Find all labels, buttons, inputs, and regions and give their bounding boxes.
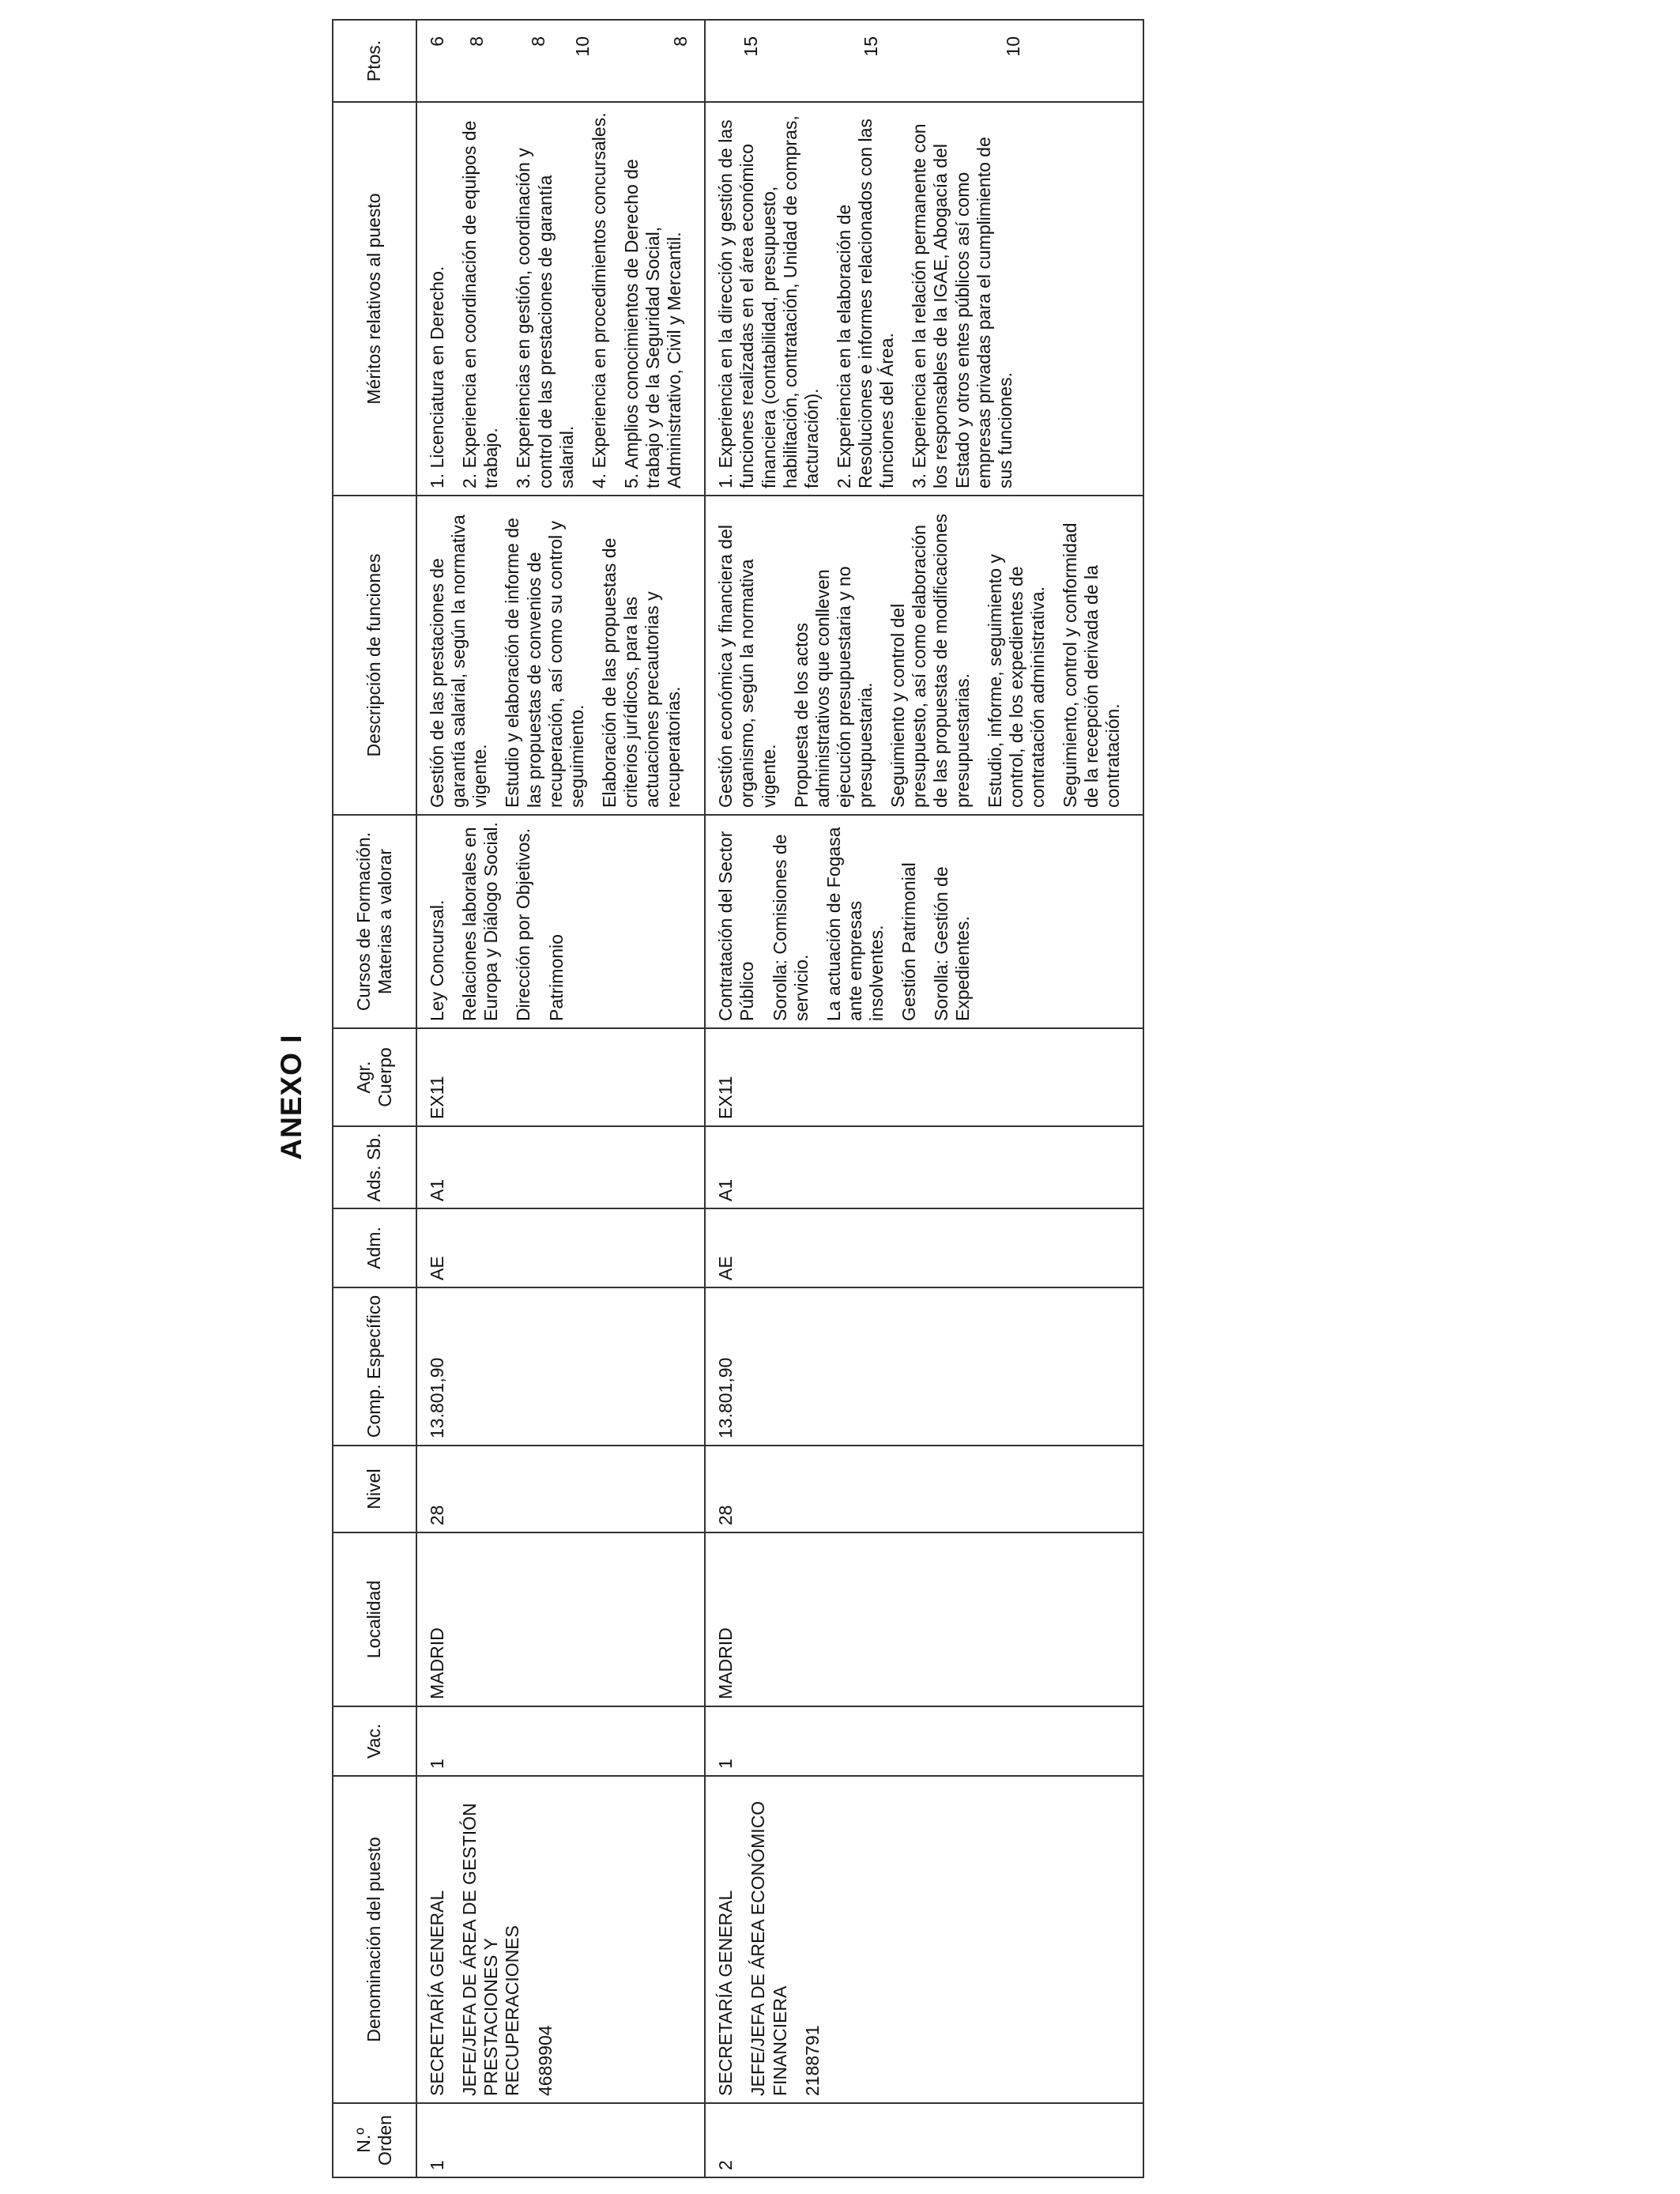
cell-agr: EX11 bbox=[416, 1028, 705, 1126]
cell-adm: AE bbox=[416, 1208, 705, 1287]
cell-cursos bbox=[705, 815, 1143, 1028]
text-line: 4689904 bbox=[534, 2025, 556, 2096]
cell-ads: A1 bbox=[416, 1126, 705, 1208]
text-line: Elaboración de las propuestas de criterios jurídicos, para las actuaciones precautorias y recuperatorias. bbox=[598, 537, 684, 808]
text-line: Patrimonio bbox=[545, 934, 567, 1021]
cell-nivel: 28 bbox=[416, 1446, 705, 1532]
points-value: 6 bbox=[427, 36, 447, 47]
cell-ptos bbox=[416, 20, 705, 102]
points-value: 8 bbox=[466, 36, 487, 47]
header-vac: Vac. bbox=[333, 1706, 416, 1776]
header-descripcion: Descripción de funciones bbox=[333, 496, 416, 815]
cell-adm: AE bbox=[705, 1208, 1143, 1287]
cell-meritos bbox=[416, 102, 705, 496]
header-ads: Ads. Sb. bbox=[333, 1126, 416, 1208]
header-adm: Adm. bbox=[333, 1208, 416, 1287]
text-line: Relaciones laborales en Europa y Diálogo Social. bbox=[459, 822, 502, 1021]
text-line: Propuesta de los actos administrativos que conlleven ejecución presupuestaria y no presupuestaria. bbox=[790, 566, 876, 808]
text-line: Ley Concursal. bbox=[427, 899, 447, 1021]
text-line: 2. Experiencia en la elaboración de Resoluciones e informes relacionados con las funciones del Área. bbox=[833, 119, 898, 488]
text-line: Gestión de las prestaciones de garantía salarial, según la normativa vigente. bbox=[427, 515, 491, 808]
text-line: Sorolla: Gestión de Expedientes. bbox=[931, 866, 974, 1021]
cell-denominacion bbox=[416, 1776, 705, 2103]
text-line: Sorolla: Comisiones de servicio. bbox=[769, 834, 812, 1021]
header-nivel: Nivel bbox=[333, 1446, 416, 1532]
text-line: 1. Experiencia en la dirección y gestión de las funciones realizadas en el área económico financiera (contabilidad, presupuesto, habilitación, contratación, Unidad de compras, facturación). bbox=[715, 115, 822, 488]
cell-comp: 13.801,90 bbox=[416, 1287, 705, 1446]
document-title: ANEXO I bbox=[275, 1034, 307, 1160]
cell-localidad: MADRID bbox=[416, 1532, 705, 1706]
header-orden: N.º Orden bbox=[333, 2103, 416, 2177]
text-line: 2. Experiencia en coordinación de equipos de trabajo. bbox=[459, 120, 502, 488]
header-meritos: Méritos relativos al puesto bbox=[333, 102, 416, 496]
cell-vac: 1 bbox=[705, 1706, 1143, 1776]
text-line: Gestión Patrimonial bbox=[898, 862, 920, 1021]
cell-orden: 2 bbox=[705, 2103, 1143, 2177]
cell-localidad: MADRID bbox=[705, 1532, 1143, 1706]
cell-comp: 13.801,90 bbox=[705, 1287, 1143, 1446]
cell-meritos bbox=[705, 102, 1143, 496]
text-line: Seguimiento, control y conformidad de la recepción derivada de la contratación. bbox=[1060, 522, 1124, 808]
text-line: JEFE/JEFA DE ÁREA ECONÓMICO FINANCIERA bbox=[748, 1800, 790, 2096]
header-cursos: Cursos de Formación. Materias a valorar bbox=[333, 815, 416, 1028]
cell-agr: EX11 bbox=[705, 1028, 1143, 1126]
text-line: 3. Experiencias en gestión, coordinación y control de las prestaciones de garantía salarial. bbox=[513, 148, 577, 488]
text-line: Estudio y elaboración de informe de las propuestas de convenios de recuperación, así como su control y seguimiento. bbox=[502, 518, 587, 808]
cell-nivel: 28 bbox=[705, 1446, 1143, 1532]
text-line: SECRETARÍA GENERAL bbox=[427, 1890, 447, 2096]
text-line: La actuación de Fogasa ante empresas insolventes. bbox=[823, 827, 887, 1021]
text-line: Contratación del Sector Público bbox=[715, 831, 758, 1021]
header-row bbox=[333, 20, 416, 2177]
header-localidad: Localidad bbox=[333, 1532, 416, 1706]
cell-ads: A1 bbox=[705, 1126, 1143, 1208]
points-value: 10 bbox=[1003, 36, 1024, 57]
text-line: 2188791 bbox=[801, 2025, 823, 2096]
cell-ptos bbox=[705, 20, 1143, 102]
table-row bbox=[416, 20, 705, 2177]
points-value: 10 bbox=[572, 36, 593, 57]
cell-orden: 1 bbox=[416, 2103, 705, 2177]
header-agr: Agr. Cuerpo bbox=[333, 1028, 416, 1126]
table-row bbox=[705, 20, 1143, 2177]
cell-descripcion bbox=[705, 496, 1143, 815]
points-value: 15 bbox=[740, 36, 762, 57]
anexo-table bbox=[332, 19, 1144, 2178]
points-value: 15 bbox=[861, 36, 882, 57]
cell-descripcion bbox=[416, 496, 705, 815]
text-line: 4. Experiencia en procedimientos concursales. bbox=[588, 112, 609, 488]
cell-vac: 1 bbox=[416, 1706, 705, 1776]
header-comp: Comp. Específico bbox=[333, 1287, 416, 1446]
text-line: 5. Amplios conocimientos de Derecho de trabajo y de la Seguridad Social, Administrativo, Civil y Mercantil. bbox=[620, 159, 685, 488]
text-line: Seguimiento y control del presupuesto, así como elaboración de las propuestas de modificaciones presupuestarias. bbox=[887, 513, 973, 808]
cell-cursos bbox=[416, 815, 705, 1028]
text-line: Estudio, informe, seguimiento y control, de los expedientes de contratación administrativa. bbox=[984, 554, 1048, 808]
cell-denominacion bbox=[705, 1776, 1143, 2103]
text-line: SECRETARÍA GENERAL bbox=[715, 1890, 736, 2096]
text-line: Dirección por Objetivos. bbox=[513, 827, 534, 1021]
text-line: 3. Experiencia en la relación permanente con los responsables de la IGAE, Abogacía del Estado y otros entes públicos así como empresas privadas para el cumplimiento de sus funciones. bbox=[909, 123, 1015, 488]
text-line: 1. Licenciatura en Derecho. bbox=[427, 266, 447, 488]
text-line: Gestión económica y financiera del organismo, según la normativa vigente. bbox=[715, 525, 779, 808]
header-denominacion: Denominación del puesto bbox=[333, 1776, 416, 2103]
points-value: 8 bbox=[528, 36, 548, 47]
header-ptos: Ptos. bbox=[333, 20, 416, 102]
text-line: JEFE/JEFA DE ÁREA DE GESTIÓN PRESTACIONES Y RECUPERACIONES bbox=[459, 1803, 523, 2096]
points-value: 8 bbox=[670, 36, 691, 47]
